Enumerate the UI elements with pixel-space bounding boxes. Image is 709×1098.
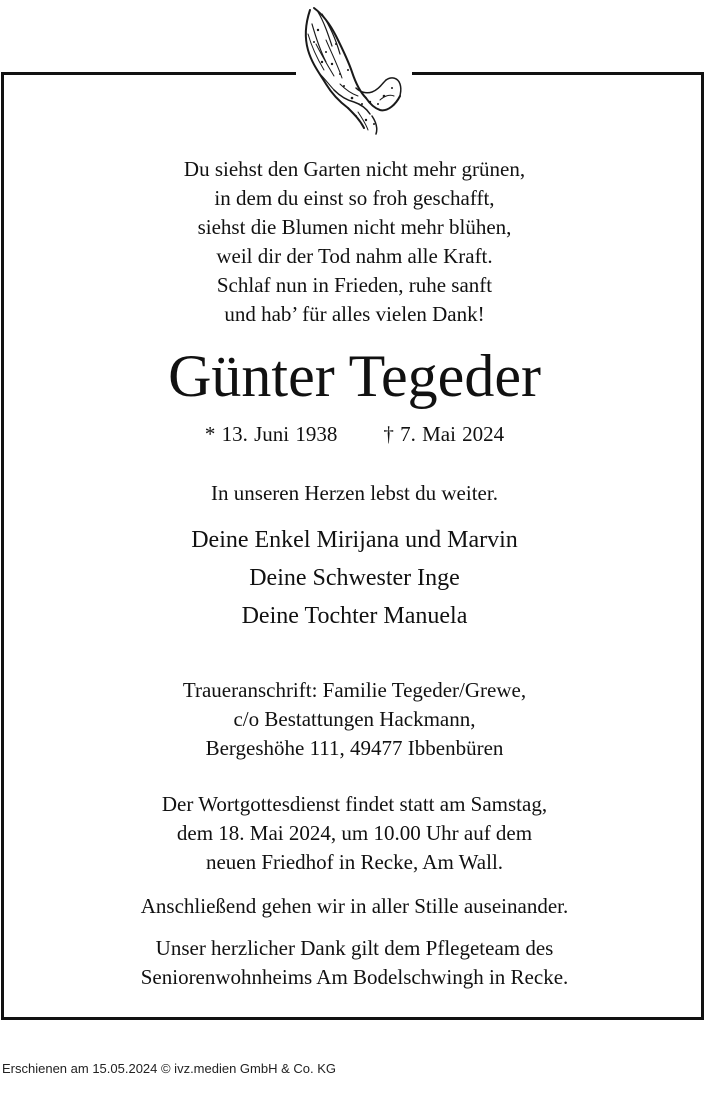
thanks-line: Unser herzlicher Dank gilt dem Pflegeteam des: [155, 936, 554, 960]
service-line: neuen Friedhof in Recke, Am Wall.: [205, 850, 504, 874]
mourning-address: [0, 676, 709, 763]
poem-line: Schlaf nun in Frieden, ruhe sanft: [216, 273, 493, 297]
mourner-line: Deine Tochter Manuela: [241, 603, 468, 629]
mourner-line: Deine Enkel Mirijana und Marvin: [191, 527, 518, 553]
service-line: Der Wortgottesdienst findet statt am Samstag,: [161, 792, 548, 816]
poem-line: und hab’ für alles vielen Dank!: [224, 302, 485, 326]
death-date: † 7. Mai 2024: [383, 422, 505, 446]
poem-line: siehst die Blumen nicht mehr blühen,: [197, 215, 512, 239]
life-dates: [0, 418, 709, 450]
thanks-note: [0, 934, 709, 992]
poem-line: in dem du einst so froh geschafft,: [214, 186, 495, 210]
poem-line: Du siehst den Garten nicht mehr grünen,: [183, 157, 526, 181]
poem-line: weil dir der Tod nahm alle Kraft.: [216, 244, 493, 268]
service-line: dem 18. Mai 2024, um 10.00 Uhr auf dem: [176, 821, 533, 845]
mourners-list: [0, 521, 709, 635]
mourner-line: Deine Schwester Inge: [249, 565, 460, 591]
thanks-line: Seniorenwohnheims Am Bodelschwingh in Recke.: [140, 965, 569, 989]
birth-date: * 13. Juni 1938: [204, 422, 338, 446]
address-line: Traueranschrift: Familie Tegeder/Grewe,: [182, 678, 527, 702]
deceased-name: Günter Tegeder: [168, 343, 541, 409]
praying-hands-icon: [296, 4, 410, 136]
address-line: Bergeshöhe 111, 49477 Ibbenbüren: [205, 736, 504, 760]
publication-footer: Erschienen am 15.05.2024 © ivz.medien GmbH & Co. KG: [2, 1061, 337, 1076]
motto: In unseren Herzen lebst du weiter.: [211, 481, 498, 505]
service-info: [0, 790, 709, 877]
poem: [0, 155, 709, 329]
address-line: c/o Bestattungen Hackmann,: [233, 707, 476, 731]
after-service-note: Anschließend gehen wir in aller Stille auseinander.: [140, 894, 569, 918]
